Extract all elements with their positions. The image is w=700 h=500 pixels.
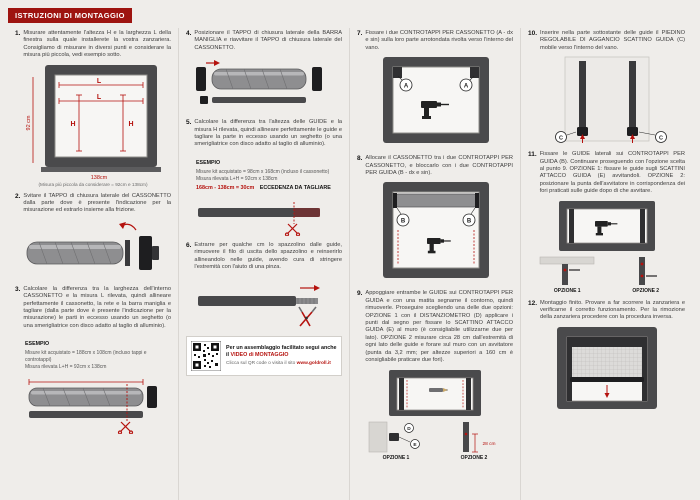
dimension-line bbox=[29, 379, 143, 385]
wall bbox=[540, 257, 594, 264]
column-4 bbox=[521, 28, 692, 500]
option-2-label: OPZIONE 2 bbox=[460, 454, 488, 461]
step-text: Misurare attentamente l'altezza H e la larghezza L della finestra sulla quale installerete la vostra zanzariera. Consigliamo di misurare in diversi punti e considerare la misura più piccola, vedi esempio sotto. bbox=[23, 30, 171, 59]
end-cap-right bbox=[312, 67, 322, 91]
pliers-icon bbox=[299, 307, 316, 326]
part-label-c-left: C bbox=[558, 135, 563, 142]
scissors-icon bbox=[286, 224, 300, 236]
step-11 bbox=[528, 151, 685, 293]
guide-right bbox=[466, 378, 471, 410]
controtappo-right bbox=[470, 67, 479, 78]
option-1-cell bbox=[365, 420, 427, 461]
step-4 bbox=[186, 30, 342, 113]
window-opening bbox=[55, 75, 147, 157]
brush-strip bbox=[296, 298, 318, 304]
guide-profile bbox=[562, 264, 568, 285]
esempio-label: ESEMPIO bbox=[196, 159, 221, 166]
window-opening bbox=[397, 378, 473, 410]
step-text: Appoggiare entrambe le GUIDE sui CONTROTAPPI PER GUIDA e con una matita segnarne il contorno, quindi rimuoverle. Proseguire scegliendo una delle due opzioni: OPZIONE 1 con il DISTANZIOMETRO (D) applicare i punti dal segno per fissare lo SCATTINO ATTACCO GUIDA (E) al muro (è consigliabile utilizzarne due per lato). OPZIONE 2 misurare circa 28 cm dall'estremità di ogni lato delle guide e forare sul muro con un avvitatore (punta da 3,2 mm; per altezze superiori a 160 cm è consigliabile praticare due fori). bbox=[365, 290, 513, 364]
step-text: Fissare le GUIDE laterali sui CONTROTAPPI PER GUIDA (B). Continuare proseguendo con l'opzione scelta al punto 9. OPZIONE 1: fissare le guide sugli SCATTINI ATTACCO GUIDA (E) avvitandoli. OPZIONE 2: posizionare la punta dell'avvitatore in corrispondenza dei fori praticati sulle guide dopo di che avvitare. bbox=[539, 151, 685, 195]
guide-profile bbox=[463, 422, 469, 452]
option-1-label: OPZIONE 1 bbox=[553, 287, 581, 294]
part-label-d: D bbox=[407, 426, 411, 432]
step-text: Montaggio finito. Provare a far scorrere la zanzariera e verificarne il corretto funzionamento. Per la rimozione della zanzariera procedere con la procedura inversa. bbox=[540, 299, 685, 321]
step-2-illustration bbox=[23, 218, 163, 280]
step-5-illustration bbox=[194, 194, 334, 236]
guide-left bbox=[579, 61, 586, 127]
guide-left bbox=[567, 337, 572, 401]
part-label-b-right: B bbox=[466, 218, 472, 225]
step-text: Posizionare il TAPPO di chiusura laterale della BARRA MANIGLIA e riavvitare il TAPPO di chiusura laterale del CASSONETTO. bbox=[194, 30, 342, 51]
column-1 bbox=[8, 28, 179, 500]
step-12 bbox=[528, 300, 685, 413]
cassette-body bbox=[27, 242, 123, 264]
step-10 bbox=[528, 30, 685, 145]
step-number: 8. bbox=[357, 155, 363, 163]
qr-title-highlight: VIDEO di MONTAGGIO bbox=[230, 352, 289, 359]
cut-formula-label: ECCEDENZA DA TAGLIARE bbox=[259, 184, 331, 191]
handle-bar bbox=[29, 411, 143, 418]
esempio-label: ESEMPIO bbox=[25, 341, 50, 348]
qr-texts bbox=[226, 345, 337, 367]
option-1-illustration bbox=[365, 420, 427, 454]
step-number: 7. bbox=[357, 30, 363, 37]
handle-bar bbox=[212, 97, 306, 103]
qr-website-link[interactable]: www.goldroll.it bbox=[296, 361, 331, 367]
step-2 bbox=[15, 193, 171, 280]
step-11-options bbox=[528, 255, 685, 294]
handle-bar-cap bbox=[200, 96, 208, 104]
step-7 bbox=[357, 30, 513, 149]
step-8-illustration bbox=[365, 180, 505, 284]
option-2-cell bbox=[443, 420, 505, 461]
controtappo-left bbox=[393, 67, 402, 78]
window-opening bbox=[393, 67, 479, 133]
step-number: 2. bbox=[15, 192, 21, 200]
screw-point bbox=[564, 268, 567, 271]
step-text: Fissare i due CONTROTAPPI PER CASSONETTO (A - dx e sin) sulla loro parte arrotondata rivolta verso l'interno del vano. bbox=[365, 30, 513, 51]
step-8 bbox=[357, 155, 513, 284]
end-cap bbox=[147, 386, 157, 408]
unscrew-arrow-icon bbox=[119, 222, 136, 230]
qr-title bbox=[226, 345, 337, 359]
dimension-line bbox=[472, 434, 478, 452]
esempio-row: Misure kit acquistato = 188cm x 108cm (incluso tappi e controtappi) bbox=[25, 350, 147, 364]
step-9-options bbox=[357, 420, 513, 461]
step-text: Allocare il CASSONETTO tra i due CONTROTAPPI PER CASSONETTO, e bloccarlo con i due CONTROTAPPI PER GUIDA (B - dx e sin). bbox=[365, 155, 513, 177]
step-number: 12. bbox=[528, 299, 538, 307]
qr-title-prefix: Per un assemblaggio facilitato segui anche il bbox=[226, 345, 337, 359]
esempio-row: Misura rilevata L+H = 92cm x 138cm bbox=[25, 364, 107, 371]
esempio-block bbox=[25, 332, 171, 371]
step-number: 5. bbox=[186, 119, 192, 127]
dim-label-l2: L bbox=[96, 93, 102, 101]
page-title: ISTRUZIONI DI MONTAGGIO bbox=[8, 8, 132, 23]
qr-sub-prefix: Clicca sul QR code o visita il sito bbox=[226, 361, 297, 367]
insert-arrow-icon bbox=[206, 60, 220, 66]
option-2-illustration bbox=[615, 255, 677, 287]
guide-left bbox=[399, 378, 404, 410]
step-number: 11. bbox=[528, 151, 537, 159]
step-5 bbox=[186, 119, 342, 236]
scissors-icon bbox=[119, 422, 133, 434]
option-1-label: OPZIONE 1 bbox=[382, 454, 410, 461]
end-cap-left bbox=[196, 67, 206, 91]
esempio-block bbox=[196, 151, 342, 183]
dim-label-l1: L bbox=[96, 77, 102, 85]
step-10-illustration bbox=[537, 55, 677, 145]
option-1-cell bbox=[536, 255, 598, 294]
qr-subtitle bbox=[226, 361, 337, 367]
dim-label-28cm: 28 cm bbox=[482, 441, 496, 447]
esempio-row: Misure kit acquistato = 98cm x 168cm (incluso il cassonetto) bbox=[196, 168, 330, 175]
option-2-illustration bbox=[443, 420, 505, 454]
step-text: Inserire nella parte sottostante delle guide il PIEDINO REGOLABILE DI AGGANCIO SCATTINO GUIDA (C) mobile verso l'interno del vano. bbox=[540, 30, 685, 51]
guide-right bbox=[640, 209, 645, 243]
step-text: Calcolare la differenza tra la larghezza dell'interno CASSONETTO e la misura L rilevata, quindi allineare perfettamente il cassonetto, la rete e la barra maniglia e tagliare (dalla parte dove è presente l'indicazione per la misurazione) le parti in eccesso usando un seghetto (o una smerigliatrice con disco adatto al taglio di alluminio). bbox=[23, 285, 171, 329]
end-cap bbox=[139, 236, 159, 270]
dim-label-h2: H bbox=[128, 120, 134, 128]
step-4-illustration bbox=[194, 55, 334, 113]
guide-right bbox=[629, 61, 636, 127]
step-6-illustration bbox=[194, 274, 334, 330]
step-12-illustration bbox=[537, 325, 677, 413]
part-label-c-right: C bbox=[658, 135, 663, 142]
guide-right bbox=[642, 337, 647, 401]
step-6 bbox=[186, 242, 342, 331]
cassette-flange bbox=[125, 240, 130, 266]
option-2-cell bbox=[615, 255, 677, 294]
esempio-row: Misura rilevata L+H = 92cm x 138cm bbox=[196, 175, 278, 182]
step-number: 4. bbox=[186, 30, 192, 37]
formula-row bbox=[196, 185, 342, 191]
video-guide-box bbox=[186, 336, 342, 376]
step-7-illustration bbox=[365, 55, 505, 149]
screw-point-bottom bbox=[640, 274, 643, 277]
option-1-illustration bbox=[536, 255, 598, 287]
cut-formula: 168cm - 138cm = 30cm bbox=[196, 184, 255, 191]
column-3 bbox=[350, 28, 521, 500]
step-1 bbox=[15, 30, 171, 187]
part-label-a-right: A bbox=[463, 83, 469, 90]
step-11-illustration bbox=[537, 199, 677, 253]
scattino-bracket bbox=[389, 433, 399, 441]
handle-bar bbox=[570, 377, 644, 382]
step-caption: (Misura più piccola da considerare = 92cm e 138cm) bbox=[38, 181, 148, 187]
window-sill bbox=[41, 167, 161, 172]
part-label-e: E bbox=[413, 442, 417, 448]
step-number: 6. bbox=[186, 241, 192, 249]
part-label-b-left: B bbox=[400, 218, 406, 225]
step-number: 10. bbox=[528, 30, 538, 37]
step-1-illustration bbox=[23, 63, 163, 181]
cassette-body bbox=[212, 69, 306, 89]
dim-label-h1: H bbox=[70, 120, 76, 128]
screw-point-top bbox=[640, 262, 643, 265]
step-text: Svitare il TAPPO di chiusura laterale del CASSONETTO dalla parte dove è presente l'indicazione per la misurazione ed estrarlo insieme alla frizione. bbox=[23, 192, 171, 214]
dim-label-width: 92 cm bbox=[26, 115, 32, 131]
content-columns bbox=[8, 28, 692, 500]
step-number: 1. bbox=[15, 30, 21, 37]
option-2-label: OPZIONE 2 bbox=[632, 287, 660, 294]
cut-zone bbox=[294, 208, 320, 217]
step-text: Estrarre per qualche cm lo spazzolino dalle guide, rimuovere il filo di uscita dello spazzolino e reinserirlo allineandolo nelle guide, avendo cura di stringere l'estremità con l'aiuto di una pinza. bbox=[194, 241, 342, 271]
wall bbox=[369, 422, 387, 452]
drill-hole bbox=[465, 432, 468, 435]
step-number: 3. bbox=[15, 285, 21, 293]
guide-left bbox=[569, 209, 574, 243]
guide-profile bbox=[639, 257, 645, 285]
step-3 bbox=[15, 286, 171, 434]
step-number: 9. bbox=[357, 290, 363, 298]
cassette-installed bbox=[567, 337, 647, 347]
step-text: Calcolare la differenza tra l'altezza delle GUIDE e la misura H rilevata, quindi allineare perfettamente le guide e tagliare la parte in eccesso usando un seghetto (o una smerigliatrice con disco adatto al taglio di alluminio). bbox=[194, 119, 342, 148]
cassette-installed bbox=[393, 193, 479, 208]
step-9-illustration bbox=[365, 368, 505, 418]
dim-label-bottom: 138cm bbox=[90, 174, 108, 181]
pull-arrow-icon bbox=[300, 285, 320, 291]
column-2 bbox=[179, 28, 350, 500]
step-9 bbox=[357, 290, 513, 460]
cassette-body bbox=[29, 388, 143, 406]
qr-code[interactable] bbox=[191, 341, 221, 371]
guide-profile bbox=[198, 296, 296, 306]
step-3-illustration bbox=[23, 374, 163, 434]
part-label-a-left: A bbox=[403, 83, 409, 90]
